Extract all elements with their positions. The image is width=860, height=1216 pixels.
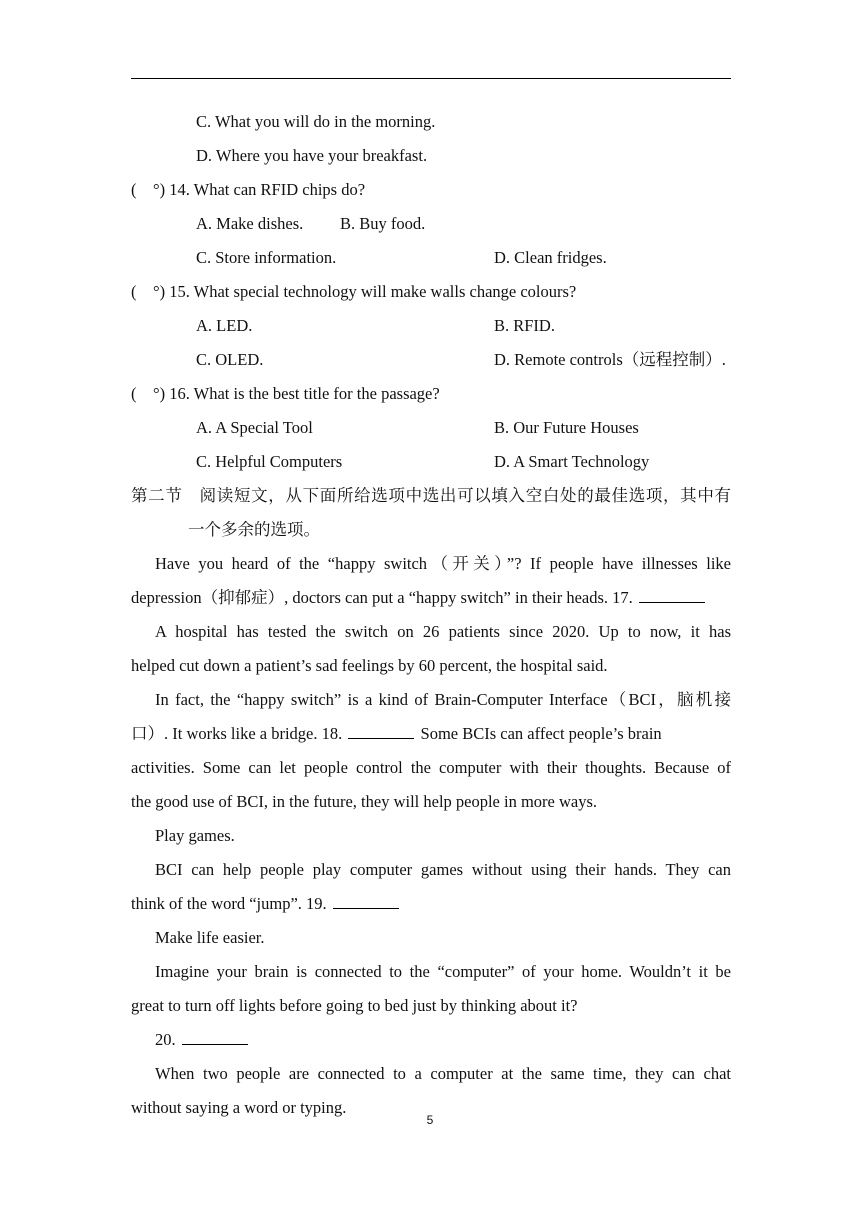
passage-p3-line4: the good use of BCI, in the future, they will help people in more ways. bbox=[131, 792, 598, 811]
q15-option-a: A. LED. bbox=[196, 316, 253, 335]
passage-p4-line1: BCI can help people play computer games without using their hands. They can bbox=[155, 860, 731, 879]
q14-stem: ( °) 14. What can RFID chips do? bbox=[131, 180, 366, 199]
q15-stem: ( °) 15. What special technology will make walls change colours? bbox=[131, 282, 577, 301]
passage-q20-label: 20. bbox=[155, 1030, 176, 1049]
q13-option-d: D. Where you have your breakfast. bbox=[196, 146, 428, 165]
passage-p4-line2-text: think of the word “jump”. 19. bbox=[131, 894, 327, 913]
blank-17 bbox=[639, 588, 705, 603]
passage-p3-line1: In fact, the “happy switch” is a kind of Brain-Computer Interface（BCI，脑机接 bbox=[155, 690, 731, 709]
q14-option-b: B. Buy food. bbox=[340, 214, 426, 233]
q16-option-d: D. A Smart Technology bbox=[494, 452, 650, 471]
passage-heading-make-life-easier: Make life easier. bbox=[155, 928, 265, 947]
q16-option-a: A. A Special Tool bbox=[196, 418, 313, 437]
blank-20 bbox=[182, 1030, 248, 1045]
blank-18 bbox=[348, 724, 414, 739]
blank-19 bbox=[333, 894, 399, 909]
passage-p3-line2-text-a: 口）. It works like a bridge. 18. bbox=[131, 724, 343, 743]
passage-q20 bbox=[155, 1030, 248, 1050]
passage-p5-line2: great to turn off lights before going to bed just by thinking about it? bbox=[131, 996, 578, 1015]
header-rule bbox=[131, 78, 731, 79]
q14-option-c: C. Store information. bbox=[196, 248, 337, 267]
q15-option-c: C. OLED. bbox=[196, 350, 264, 369]
passage-heading-play-games: Play games. bbox=[155, 826, 235, 845]
passage-p3-line2 bbox=[131, 724, 662, 744]
section2-instruction: 第二节 阅读短文，从下面所给选项中选出可以填入空白处的最佳选项，其中有 bbox=[131, 486, 731, 505]
q13-option-c: C. What you will do in the morning. bbox=[196, 112, 436, 131]
passage-p2-line2: helped cut down a patient’s sad feelings by 60 percent, the hospital said. bbox=[131, 656, 608, 675]
q14-option-a: A. Make dishes. bbox=[196, 214, 304, 233]
passage-p1-line2-text: depression（抑郁症）, doctors can put a “happy switch” in their heads. 17. bbox=[131, 588, 633, 607]
passage-p6-line1: When two people are connected to a computer at the same time, they can chat bbox=[155, 1064, 731, 1083]
page-number: 5 bbox=[426, 1113, 434, 1127]
passage-p6-line2: without saying a word or typing. bbox=[131, 1098, 347, 1117]
passage-p1-line2 bbox=[131, 588, 705, 608]
passage-p3-line2-text-b: Some BCIs can affect people’s brain bbox=[420, 724, 662, 743]
q16-option-b: B. Our Future Houses bbox=[494, 418, 639, 437]
passage-p1-line1: Have you heard of the “happy switch（开关）”? If people have illnesses like bbox=[155, 554, 731, 573]
passage-p2-line1: A hospital has tested the switch on 26 patients since 2020. Up to now, it has bbox=[155, 622, 731, 641]
q14-option-d: D. Clean fridges. bbox=[494, 248, 607, 267]
q15-option-d: D. Remote controls（远程控制）. bbox=[494, 350, 726, 369]
q16-stem: ( °) 16. What is the best title for the passage? bbox=[131, 384, 440, 403]
q15-option-b: B. RFID. bbox=[494, 316, 555, 335]
passage-p5-line1: Imagine your brain is connected to the “computer” of your home. Wouldn’t it be bbox=[155, 962, 731, 981]
passage-p3-line3: activities. Some can let people control the computer with their thoughts. Because of bbox=[131, 758, 731, 777]
passage-p4-line2 bbox=[131, 894, 399, 914]
section2-instruction-cont: 一个多余的选项。 bbox=[188, 520, 320, 539]
q16-option-c: C. Helpful Computers bbox=[196, 452, 343, 471]
